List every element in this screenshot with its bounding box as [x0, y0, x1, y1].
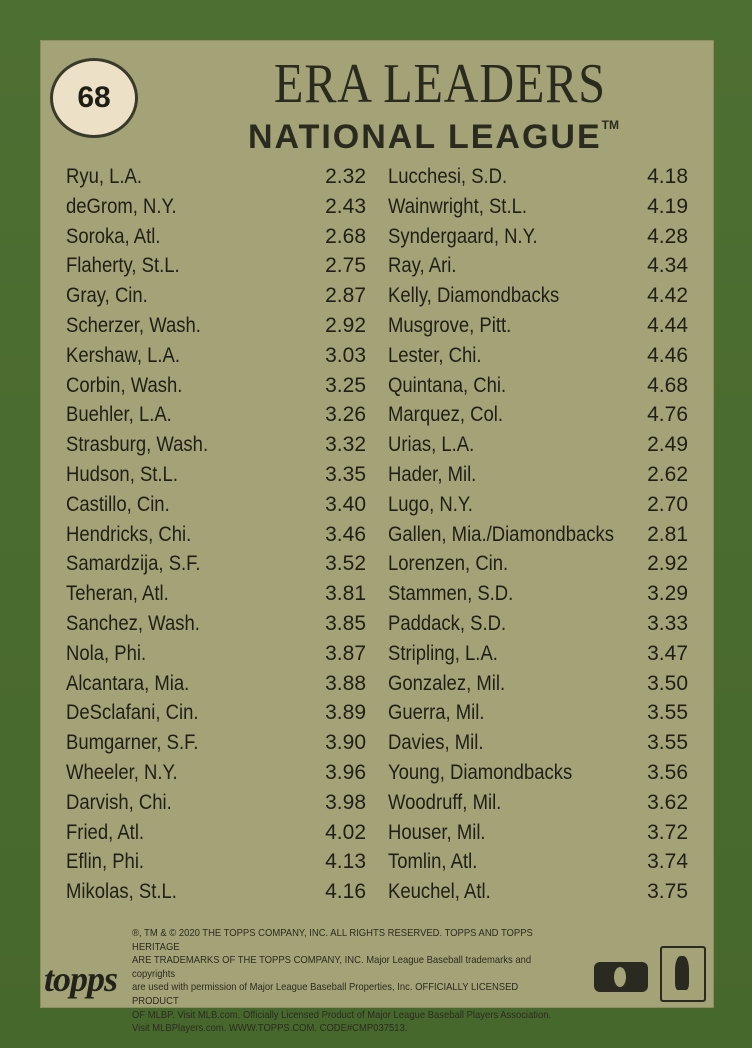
era-value: 3.47 [647, 641, 688, 665]
leader-row [66, 430, 366, 460]
era-value: 3.56 [647, 760, 688, 784]
pitcher-name: Keuchel, Atl. [388, 880, 491, 904]
pitcher-name: Lugo, N.Y. [388, 492, 473, 516]
leader-row [66, 400, 366, 430]
legal-text [132, 927, 555, 1036]
era-value: 3.87 [325, 641, 366, 665]
era-value: 4.68 [647, 373, 688, 397]
era-value: 3.25 [325, 373, 366, 397]
era-value: 2.87 [325, 284, 366, 308]
era-value: 3.33 [647, 611, 688, 635]
era-value: 3.62 [647, 790, 688, 814]
right-leaders-column [388, 162, 688, 907]
legal-line: ®, TM & © 2020 THE TOPPS COMPANY, INC. ALL RIGHTS RESERVED. TOPPS AND TOPPS HERITAGE [132, 927, 533, 953]
leader-row [66, 520, 366, 550]
legal-line: are used with permission of Major League Baseball Properties, Inc. OFFICIALLY LICENSED PRODUCT [132, 981, 519, 1007]
leader-row [388, 609, 688, 639]
era-value: 3.96 [325, 760, 366, 784]
era-value: 4.34 [647, 254, 688, 278]
era-value: 2.62 [647, 462, 688, 486]
pitcher-name: Wainwright, St.L. [388, 194, 527, 218]
leader-row [66, 341, 366, 371]
pitcher-name: Strasburg, Wash. [66, 433, 209, 457]
pitcher-name: Gray, Cin. [66, 284, 148, 308]
era-value: 3.75 [647, 880, 688, 904]
leader-row [66, 251, 366, 281]
pitcher-name: Flaherty, St.L. [66, 254, 180, 278]
leader-row [66, 311, 366, 341]
leader-row [388, 192, 688, 222]
era-value: 3.81 [325, 582, 366, 606]
pitcher-name: Mikolas, St.L. [66, 880, 177, 904]
era-value: 4.28 [647, 224, 688, 248]
pitcher-name: Ryu, L.A. [66, 165, 143, 188]
pitcher-name: Stripling, L.A. [388, 641, 498, 665]
pitcher-name: Davies, Mil. [388, 731, 484, 755]
leader-row [66, 669, 366, 699]
era-value: 3.72 [647, 820, 688, 844]
pitcher-name: Samardzija, S.F. [66, 552, 201, 576]
pitcher-name: Urias, L.A. [388, 433, 475, 457]
pitcher-name: Hendricks, Chi. [66, 522, 192, 546]
pitcher-name: Fried, Atl. [66, 820, 145, 844]
leader-row [388, 698, 688, 728]
era-value: 3.98 [325, 790, 366, 814]
leader-row [388, 371, 688, 401]
pitcher-name: Nola, Phi. [66, 641, 147, 665]
leader-row [388, 549, 688, 579]
leader-row [388, 579, 688, 609]
era-value: 3.74 [647, 850, 688, 874]
pitcher-name: Guerra, Mil. [388, 701, 485, 725]
leader-row [388, 460, 688, 490]
era-value: 3.52 [325, 552, 366, 576]
pitcher-name: Young, Diamondbacks [388, 760, 573, 784]
pitcher-name: Hudson, St.L. [66, 462, 178, 486]
era-value: 4.19 [647, 194, 688, 218]
leader-row [66, 490, 366, 520]
era-value: 2.92 [647, 552, 688, 576]
subtitle-text: NATIONAL LEAGUE [248, 118, 602, 156]
era-value: 3.35 [325, 462, 366, 486]
era-value: 3.32 [325, 433, 366, 457]
era-value: 4.18 [647, 165, 688, 188]
era-value: 3.88 [325, 671, 366, 695]
era-value: 3.85 [325, 611, 366, 635]
legal-line: Visit MLBPlayers.com. WWW.TOPPS.COM. CODE#CMP037513. [132, 1022, 408, 1035]
card-number-badge [50, 58, 138, 138]
pitcher-name: Bumgarner, S.F. [66, 731, 199, 755]
leader-row [388, 311, 688, 341]
pitcher-name: Paddack, S.D. [388, 611, 507, 635]
pitcher-name: Houser, Mil. [388, 820, 486, 844]
trademark-mark: TM [601, 118, 619, 132]
topps-logo: topps [44, 959, 118, 999]
era-value: 2.70 [647, 492, 688, 516]
leader-row [388, 728, 688, 758]
leader-row [66, 639, 366, 669]
era-value: 2.32 [325, 165, 366, 188]
leader-row [388, 788, 688, 818]
pitcher-name: Lucchesi, S.D. [388, 165, 508, 188]
era-value: 2.75 [325, 254, 366, 278]
era-value: 2.43 [325, 194, 366, 218]
leader-row [388, 281, 688, 311]
pitcher-name: Lester, Chi. [388, 343, 482, 367]
pitcher-name: Scherzer, Wash. [66, 313, 201, 337]
pitcher-name: Gallen, Mia./Diamondbacks [388, 522, 614, 546]
era-value: 3.46 [325, 522, 366, 546]
left-leaders-column [66, 162, 366, 907]
era-value: 3.40 [325, 492, 366, 516]
era-value: 4.46 [647, 343, 688, 367]
leader-row [66, 192, 366, 222]
pitcher-name: DeSclafani, Cin. [66, 701, 199, 725]
pitcher-name: Stammen, S.D. [388, 582, 514, 606]
pitcher-name: Lorenzen, Cin. [388, 552, 509, 576]
leader-row [388, 490, 688, 520]
pitcher-name: Ray, Ari. [388, 254, 457, 278]
pitcher-name: Corbin, Wash. [66, 373, 183, 397]
leader-row [388, 341, 688, 371]
era-value: 3.55 [647, 731, 688, 755]
card-subtitle [248, 118, 648, 157]
leader-row [388, 162, 688, 192]
pitcher-name: Marquez, Col. [388, 403, 504, 427]
era-value: 2.68 [325, 224, 366, 248]
leader-row [66, 818, 366, 848]
era-value: 4.13 [325, 850, 366, 874]
era-value: 3.03 [325, 343, 366, 367]
era-value: 3.89 [325, 701, 366, 725]
pitcher-name: Quintana, Chi. [388, 373, 507, 397]
leader-row [388, 430, 688, 460]
leader-row [388, 758, 688, 788]
leader-row [388, 520, 688, 550]
pitcher-name: Teheran, Atl. [66, 582, 169, 606]
leader-row [388, 669, 688, 699]
pitcher-name: Kershaw, L.A. [66, 343, 181, 367]
leader-row [66, 788, 366, 818]
pitcher-name: Wheeler, N.Y. [66, 760, 178, 784]
mlb-logo-icon [594, 962, 648, 992]
leader-row [66, 162, 366, 192]
pitcher-name: deGrom, N.Y. [66, 194, 177, 218]
leader-row [388, 400, 688, 430]
leader-row [66, 877, 366, 907]
pitcher-name: Soroka, Atl. [66, 224, 161, 248]
era-value: 4.44 [647, 313, 688, 337]
era-value: 3.26 [325, 403, 366, 427]
pitcher-name: Eflin, Phi. [66, 850, 145, 874]
pitcher-name: Kelly, Diamondbacks [388, 284, 560, 308]
pitcher-name: Woodruff, Mil. [388, 790, 502, 814]
era-value: 2.81 [647, 522, 688, 546]
era-value: 3.29 [647, 582, 688, 606]
leader-row [66, 579, 366, 609]
leader-row [388, 222, 688, 252]
leader-row [388, 639, 688, 669]
pitcher-name: Gonzalez, Mil. [388, 671, 506, 695]
pitcher-name: Castillo, Cin. [66, 492, 170, 516]
leader-row [388, 847, 688, 877]
pitcher-name: Syndergaard, N.Y. [388, 224, 538, 248]
era-value: 3.55 [647, 701, 688, 725]
legal-line: OF MLBP. Visit MLB.com. Officially Licensed Product of Major League Baseball Players Association. [132, 1008, 552, 1021]
card-title: ERA LEADERS [274, 53, 606, 115]
pitcher-name: Buehler, L.A. [66, 403, 172, 427]
leader-row [66, 698, 366, 728]
leader-row [66, 549, 366, 579]
era-value: 4.16 [325, 880, 366, 904]
pitcher-name: Tomlin, Atl. [388, 850, 478, 874]
era-value: 4.42 [647, 284, 688, 308]
leader-row [66, 222, 366, 252]
pitcher-name: Alcantara, Mia. [66, 671, 190, 695]
leader-row [66, 281, 366, 311]
era-value: 4.02 [325, 820, 366, 844]
leader-row [66, 847, 366, 877]
era-value: 3.90 [325, 731, 366, 755]
pitcher-name: Hader, Mil. [388, 462, 477, 486]
leader-row [66, 460, 366, 490]
leader-row [388, 818, 688, 848]
legal-line: ARE TRADEMARKS OF THE TOPPS COMPANY, INC. Major League Baseball trademarks and copyrights [132, 954, 532, 980]
leader-row [66, 371, 366, 401]
leader-row [388, 251, 688, 281]
card-number: 68 [77, 81, 111, 114]
leader-row [66, 728, 366, 758]
pitcher-name: Darvish, Chi. [66, 790, 172, 814]
era-value: 3.50 [647, 671, 688, 695]
pitcher-name: Sanchez, Wash. [66, 611, 200, 635]
mlbpa-logo-icon [660, 946, 706, 1002]
pitcher-name: Musgrove, Pitt. [388, 313, 512, 337]
era-value: 2.92 [325, 313, 366, 337]
era-value: 2.49 [647, 433, 688, 457]
leader-row [66, 758, 366, 788]
leader-row [66, 609, 366, 639]
era-value: 4.76 [647, 403, 688, 427]
leader-row [388, 877, 688, 907]
